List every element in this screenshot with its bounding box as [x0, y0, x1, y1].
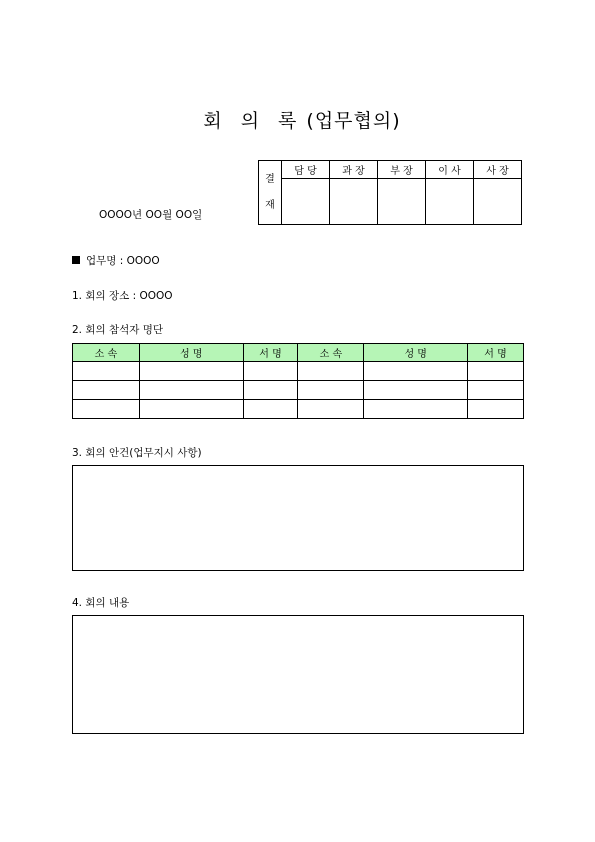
approval-role: 사 장: [474, 161, 522, 179]
table-row: [73, 400, 524, 419]
attendee-cell[interactable]: [468, 400, 524, 419]
attendee-header-name: 성 명: [364, 344, 468, 362]
approval-role: 부 장: [378, 161, 426, 179]
approval-side-label: 결 재: [259, 161, 282, 225]
section-attendees: 2. 회의 참석자 명단: [72, 324, 164, 336]
attendee-cell[interactable]: [468, 381, 524, 400]
title-word: (업무협의): [306, 110, 401, 132]
attendee-cell[interactable]: [73, 400, 140, 419]
title-word: 록: [278, 110, 298, 132]
content-box[interactable]: [72, 615, 524, 734]
approval-role: 과 장: [330, 161, 378, 179]
approval-signature-cell[interactable]: [282, 179, 330, 225]
title-word: 회: [203, 110, 223, 132]
attendee-cell[interactable]: [364, 362, 468, 381]
attendee-header-row: [73, 344, 524, 362]
attendee-cell[interactable]: [243, 400, 298, 419]
attendee-cell[interactable]: [364, 381, 468, 400]
approval-signature-cell[interactable]: [426, 179, 474, 225]
attendee-cell[interactable]: [298, 362, 364, 381]
attendee-cell[interactable]: [298, 400, 364, 419]
approval-role: 이 사: [426, 161, 474, 179]
attendee-cell[interactable]: [73, 381, 140, 400]
attendee-cell[interactable]: [468, 362, 524, 381]
attendee-cell[interactable]: [243, 381, 298, 400]
attendee-cell[interactable]: [364, 400, 468, 419]
section-meeting-place: 1. 회의 장소 : OOOO: [72, 290, 173, 302]
attendee-cell[interactable]: [243, 362, 298, 381]
approval-signature-cell[interactable]: [378, 179, 426, 225]
attendee-table: [72, 343, 524, 419]
square-bullet-icon: [72, 256, 80, 264]
table-row: [73, 381, 524, 400]
approval-role: 담 당: [282, 161, 330, 179]
business-name-line: [72, 253, 160, 268]
business-name: 업무명 : OOOO: [86, 255, 160, 267]
attendee-cell[interactable]: [298, 381, 364, 400]
attendee-cell[interactable]: [139, 400, 243, 419]
attendee-header-signature: 서 명: [468, 344, 524, 362]
table-row: [73, 362, 524, 381]
section-agenda: 3. 회의 안건(업무지시 사항): [72, 447, 202, 459]
agenda-box[interactable]: [72, 465, 524, 571]
page-title: [0, 106, 595, 133]
attendee-header-signature: 서 명: [243, 344, 298, 362]
approval-signature-cell[interactable]: [330, 179, 378, 225]
attendee-header-name: 성 명: [139, 344, 243, 362]
approval-signature-cell[interactable]: [474, 179, 522, 225]
attendee-header-affiliation: 소 속: [298, 344, 364, 362]
meeting-date: OOOO년 OO월 OO일: [99, 209, 203, 221]
attendee-cell[interactable]: [139, 362, 243, 381]
attendee-header-affiliation: 소 속: [73, 344, 140, 362]
approval-table: [258, 160, 522, 225]
attendee-cell[interactable]: [73, 362, 140, 381]
title-word: 의: [240, 110, 261, 132]
section-content: 4. 회의 내용: [72, 597, 130, 609]
attendee-cell[interactable]: [139, 381, 243, 400]
